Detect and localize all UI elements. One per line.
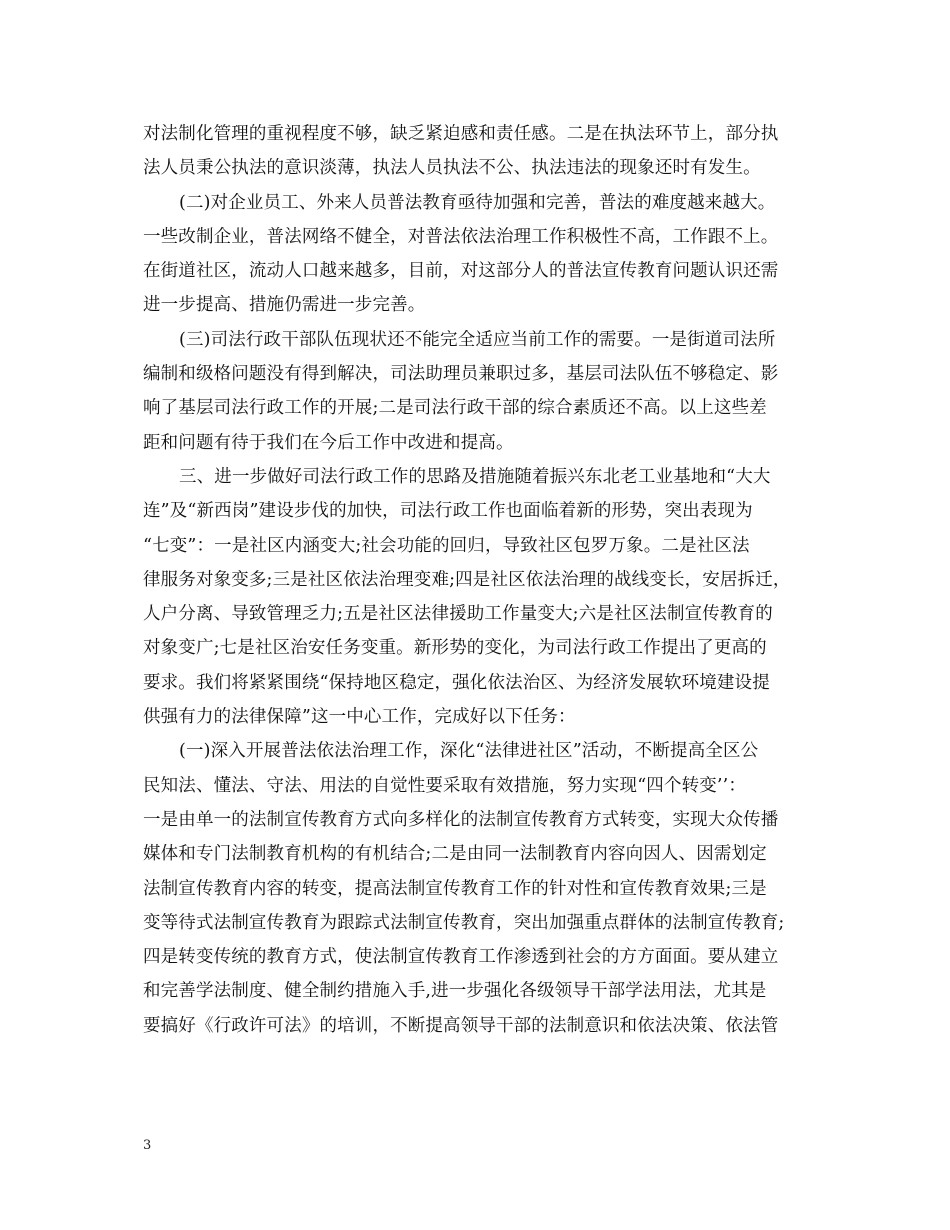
text-line: 要搞好《行政许可法》的培训，不断提高领导干部的法制意识和依法决策、依法管 [143, 1015, 779, 1036]
text-line: 要求。我们将紧紧围绕“保持地区稳定，强化依法治区、为经济发展软环境建设提 [143, 672, 770, 693]
text-line: 四是转变传统的教育方式，使法制宣传教育工作渗透到社会的方方面面。要从建立 [143, 947, 779, 968]
paragraph-start-line: (三)司法行政干部队伍现状还不能完全适应当前工作的需要。一是街道司法所 [179, 329, 776, 350]
text-line: 响了基层司法行政工作的开展;二是司法行政干部的综合素质还不高。以上这些差 [143, 398, 767, 419]
text-line: 供强有力的法律保障”这一中心工作，完成好以下任务： [143, 707, 576, 728]
paragraph-start-line: 三、进一步做好司法行政工作的思路及措施随着振兴东北老工业基地和“大大 [179, 466, 771, 487]
text-line: 律服务对象变多;三是社区依法治理变难;四是社区依法治理的战线变长，安居拆迁， [143, 569, 791, 590]
text-line: 法制宣传教育内容的转变，提高法制宣传教育工作的针对性和宣传教育效果;三是 [143, 878, 767, 899]
text-line: 法人员秉公执法的意识淡薄，执法人员执法不公、执法违法的现象还时有发生。 [143, 158, 761, 179]
text-line: 民知法、懂法、守法、用法的自觉性要采取有效措施，努力实现“四个转变’’： [143, 775, 746, 796]
page-number: 3 [143, 1138, 152, 1153]
text-line: 媒体和专门法制教育机构的有机结合;二是由同一法制教育内容向因人、因需划定 [143, 844, 767, 865]
text-line: 和完善学法制度、健全制约措施入手,进一步强化各级领导干部学法用法，尤其是 [143, 981, 767, 1002]
text-line: 编制和级格问题没有得到解决，司法助理员兼职过多，基层司法队伍不够稳定、影 [143, 364, 779, 385]
text-line: “七变”：一是社区内涵变大;社会功能的回归，导致社区包罗万象。二是社区法 [143, 535, 750, 556]
text-line: 一是由单一的法制宣传教育方式向多样化的法制宣传教育方式转变，实现大众传播 [143, 809, 779, 830]
text-line: 在街道社区，流动人口越来越多，目前，对这部分人的普法宣传教育问题认识还需 [143, 261, 779, 282]
paragraph-start-line: (一)深入开展普法依法治理工作，深化“法律进社区”活动，不断提高全区公 [179, 741, 759, 762]
text-line: 距和问题有待于我们在今后工作中改进和提高。 [143, 432, 514, 453]
text-line: 一些改制企业，普法网络不健全，对普法依法治理工作积极性不高，工作跟不上。 [143, 226, 779, 247]
body-text [143, 117, 823, 1043]
text-line: 人户分离、导致管理乏力;五是社区法律援助工作量变大;六是社区法制宣传教育的 [143, 604, 773, 625]
text-line: 连”及“新西岗”建设步伐的加快，司法行政工作也面临着新的形势，突出表现为 [143, 501, 753, 522]
text-line: 对法制化管理的重视程度不够，缺乏紧迫感和责任感。二是在执法环节上，部分执 [143, 124, 779, 144]
text-line: 对象变广;七是社区治安任务变重。新形势的变化，为司法行政工作提出了更高的 [143, 638, 767, 659]
text-line: 进一步提高、措施仍需进一步完善。 [143, 295, 426, 316]
text-line: 变等待式法制宣传教育为跟踪式法制宣传教育，突出加强重点群体的法制宣传教育; [143, 912, 785, 933]
paragraph-start-line: (二)对企业员工、外来人员普法教育亟待加强和完善，普法的难度越来越大。 [179, 192, 776, 213]
